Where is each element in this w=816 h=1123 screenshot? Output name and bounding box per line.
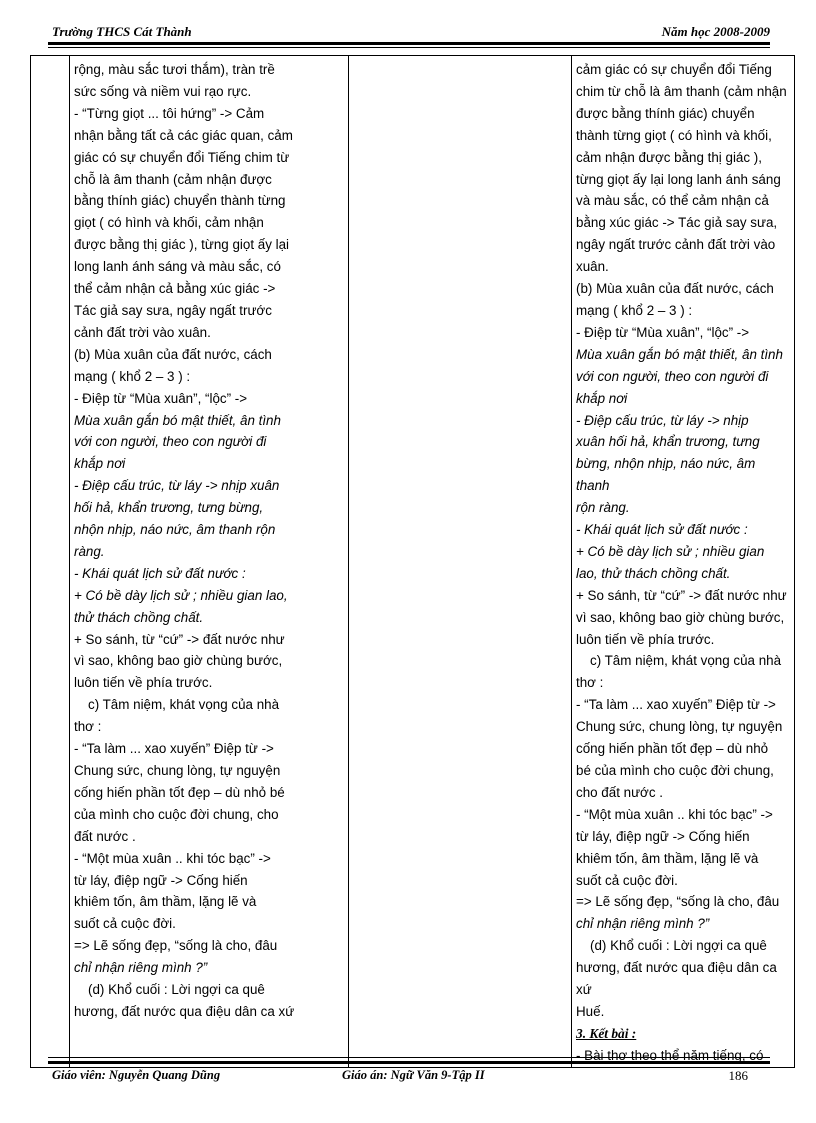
text-line: vì sao, không bao giờ chùng bước,	[576, 609, 785, 625]
text-line: được bằng thị giác ), từng giọt ấy lại	[74, 237, 290, 253]
text-line: từ láy, điệp ngữ -> Cống hiến	[576, 828, 750, 844]
page-footer	[52, 1068, 770, 1088]
text-line: rộng, màu sắc tươi thắm), tràn trề	[74, 62, 275, 77]
school-name: Trường THCS Cát Thành	[52, 24, 192, 39]
text-line: cống hiến phần tốt đẹp – dù nhỏ	[576, 741, 769, 757]
header-rule-thick	[48, 42, 770, 45]
text-line: hương, đất nước qua điệu dân ca xứ	[74, 1003, 295, 1019]
text-line: 3. Kết bài :	[576, 1025, 637, 1041]
text-line: mạng ( khổ 2 – 3 ) :	[74, 368, 191, 384]
header-rule-thin	[48, 47, 770, 48]
text-line: - “Một mùa xuân .. khi tóc bạc” ->	[74, 850, 271, 866]
text-line: => Lẽ sống đẹp, “sống là cho, đâu	[576, 894, 780, 910]
text-line: thành từng giọt ( có hình và khối,	[576, 127, 772, 143]
blank-column-3	[349, 56, 572, 1068]
text-line: => Lẽ sống đẹp, “sống là cho, đâu	[74, 938, 278, 954]
text-line: từ láy, điệp ngữ -> Cống hiến	[74, 872, 248, 888]
text-line: c) Tâm niệm, khát vọng của nhà	[590, 653, 782, 669]
text-line: cảnh đất trời vào xuân.	[74, 324, 211, 340]
text-line: chim từ chỗ là âm thanh (cảm nhận	[576, 83, 787, 99]
text-line: + So sánh, từ “cứ” -> đất nước như	[74, 631, 285, 647]
text-line: cảm giác có sự chuyển đổi Tiếng	[576, 62, 772, 77]
text-line: rộn ràng.	[576, 500, 630, 516]
school-year: Năm học 2008-2009	[661, 24, 770, 39]
text-line: thơ :	[74, 719, 102, 735]
text-line: và màu sắc, có thể cảm nhận cả	[576, 193, 769, 209]
text-line: lao, thử thách chồng chất.	[576, 565, 731, 581]
text-line: giác có sự chuyển đổi Tiếng chim từ	[74, 149, 290, 165]
text-line: suốt cả cuộc đời.	[74, 916, 176, 932]
text-line: bé của mình cho cuộc đời chung,	[576, 763, 774, 778]
text-line: sức sống và niềm vui rạo rực.	[74, 83, 252, 99]
text-line: hối hả, khẩn trương, tưng bừng,	[74, 500, 264, 516]
text-line: + Có bề dày lịch sử ; nhiều gian lao,	[74, 587, 288, 603]
text-line: bằng thính giác) chuyển thành từng	[74, 193, 286, 209]
text-line: nhận bằng tất cả các giác quan, cảm	[74, 127, 293, 143]
text-line: - Khái quát lịch sử đất nước :	[576, 522, 748, 538]
text-line: (b) Mùa xuân của đất nước, cách	[576, 281, 774, 297]
text-line: với con người, theo con người đi	[74, 434, 267, 450]
text-line: thử thách chồng chất.	[74, 609, 204, 625]
text-line: nhộn nhịp, náo nức, âm thanh rộn	[74, 522, 276, 538]
blank-column-1	[31, 56, 70, 1068]
text-line: c) Tâm niệm, khát vọng của nhà	[88, 697, 280, 713]
text-line: - “Ta làm ... xao xuyến” Điệp từ ->	[576, 697, 776, 713]
text-line: - “Từng giọt ... tôi hứng” -> Cảm	[74, 105, 265, 121]
teacher-name: Giáo viên: Nguyễn Quang Dũng	[52, 1068, 221, 1082]
text-line: + So sánh, từ “cứ” -> đất nước như	[576, 587, 787, 603]
lesson-table	[30, 55, 795, 1068]
table-row	[31, 56, 795, 1068]
text-line: (d) Khổ cuối : Lời ngợi ca quê	[590, 938, 767, 954]
text-line: xuân hối hả, khẩn trương, tưng	[576, 434, 760, 450]
text-line: ràng.	[74, 543, 105, 559]
text-line: - “Một mùa xuân .. khi tóc bạc” ->	[576, 806, 773, 822]
page-number: 186	[728, 1068, 748, 1083]
text-line: - Khái quát lịch sử đất nước :	[74, 565, 246, 581]
text-line: khiêm tốn, âm thầm, lặng lẽ và	[74, 894, 257, 910]
text-line: - Bài thơ theo thể năm tiếng, có	[576, 1047, 764, 1063]
text-line: (d) Khổ cuối : Lời ngợi ca quê	[88, 982, 265, 998]
text-line: khắp nơi	[576, 390, 628, 406]
right-column-text	[572, 56, 794, 1067]
text-line: chỉ nhận riêng mình ?”	[576, 916, 710, 932]
text-line: luôn tiến về phía trước.	[74, 675, 213, 691]
text-line: Chung sức, chung lòng, tự nguyện	[74, 763, 281, 778]
text-line: mạng ( khổ 2 – 3 ) :	[576, 302, 693, 318]
text-line: của mình cho cuộc đời chung, cho	[74, 806, 279, 822]
text-line: suốt cả cuộc đời.	[576, 872, 678, 888]
text-line: Mùa xuân gắn bó mật thiết, ân tình	[74, 412, 281, 428]
page-header	[52, 24, 770, 44]
text-line: đất nước .	[74, 828, 136, 844]
text-line: - Điệp cấu trúc, từ láy -> nhịp xuân	[74, 478, 280, 494]
text-line: từng giọt ấy lại long lanh ánh sáng	[576, 171, 781, 187]
text-line: - Điệp từ “Mùa xuân”, “lộc” ->	[576, 324, 750, 340]
text-line: Huế.	[576, 1003, 605, 1019]
left-column-text	[70, 56, 348, 1023]
text-line: long lanh ánh sáng và màu sắc, có	[74, 259, 281, 275]
text-line: cống hiến phần tốt đẹp – dù nhỏ bé	[74, 784, 285, 800]
text-line: - “Ta làm ... xao xuyến” Điệp từ ->	[74, 741, 274, 757]
text-line: thể cảm nhận cả bằng xúc giác ->	[74, 281, 276, 297]
text-line: với con người, theo con người đi	[576, 368, 769, 384]
text-line: cảm nhận được bằng thị giác ),	[576, 149, 762, 165]
text-line: luôn tiến về phía trước.	[576, 631, 715, 647]
content-column-left	[70, 56, 349, 1068]
text-line: được bằng thính giác) chuyển	[576, 105, 755, 121]
text-line: cho đất nước .	[576, 784, 663, 800]
text-line: - Điệp từ “Mùa xuân”, “lộc” ->	[74, 390, 248, 406]
text-line: xuân.	[576, 259, 609, 275]
text-line: bừng, nhộn nhịp, náo nức, âm thanh	[576, 456, 756, 494]
text-line: chỗ là âm thanh (cảm nhận được	[74, 171, 272, 187]
text-line: - Điệp cấu trúc, từ láy -> nhịp	[576, 412, 749, 428]
text-line: khiêm tốn, âm thầm, lặng lẽ và	[576, 850, 759, 866]
text-line: thơ :	[576, 675, 604, 691]
lesson-plan-title: Giáo án: Ngữ Văn 9-Tập II	[342, 1068, 485, 1082]
footer-rule-thin	[48, 1057, 770, 1058]
text-line: ngây ngất trước cảnh đất trời vào	[576, 237, 776, 253]
text-line: chỉ nhận riêng mình ?”	[74, 960, 208, 976]
text-line: Mùa xuân gắn bó mật thiết, ân tình	[576, 346, 783, 362]
footer-rule-thick	[48, 1061, 770, 1064]
text-line: Tác giả say sưa, ngây ngất trước	[74, 302, 272, 318]
text-line: vì sao, không bao giờ chùng bước,	[74, 653, 283, 669]
text-line: Chung sức, chung lòng, tự nguyện	[576, 719, 783, 735]
text-line: khắp nơi	[74, 456, 126, 472]
text-line: bằng xúc giác -> Tác giả say sưa,	[576, 215, 778, 231]
content-column-right	[572, 56, 795, 1068]
text-line: hương, đất nước qua điệu dân ca xứ	[576, 960, 777, 998]
text-line: (b) Mùa xuân của đất nước, cách	[74, 346, 272, 362]
text-line: + Có bề dày lịch sử ; nhiều gian	[576, 543, 765, 559]
text-line: giọt ( có hình và khối, cảm nhận	[74, 215, 264, 231]
